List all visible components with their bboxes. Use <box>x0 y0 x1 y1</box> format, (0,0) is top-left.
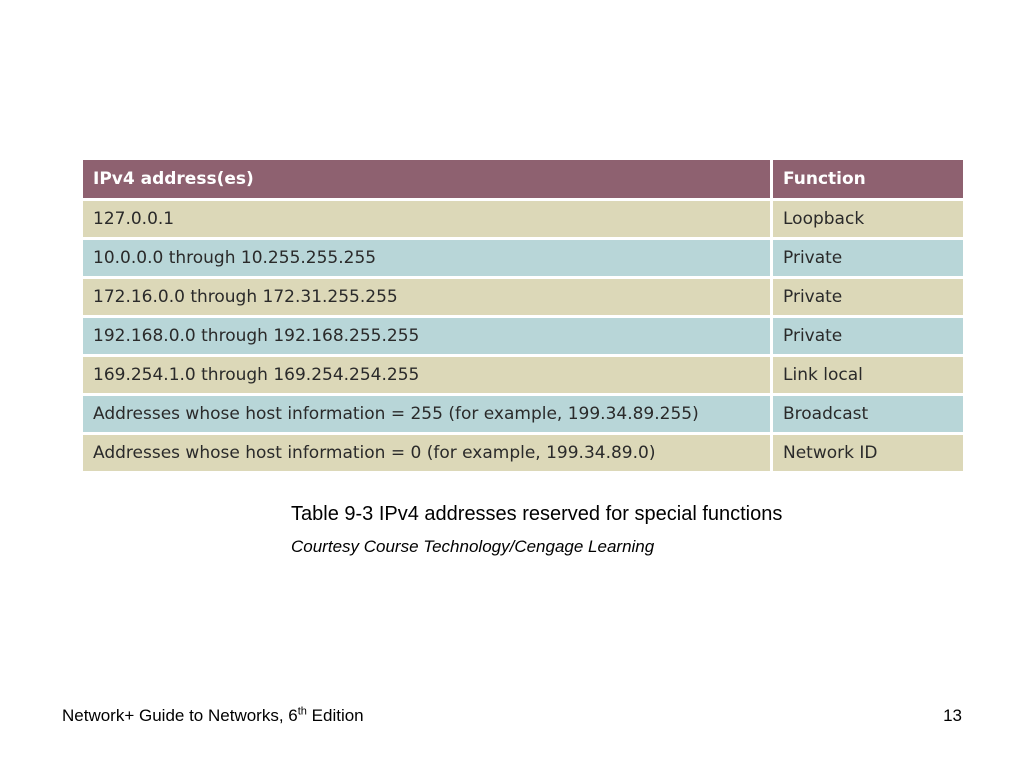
cell-function: Network ID <box>773 435 963 474</box>
page-number: 13 <box>943 706 962 725</box>
footer-title-superscript: th <box>297 705 307 718</box>
footer-title-suffix: Edition <box>306 706 364 725</box>
cell-function: Private <box>773 240 963 279</box>
cell-address: Addresses whose host information = 0 (for example, 199.34.89.0) <box>83 435 773 474</box>
cell-address: 172.16.0.0 through 172.31.255.255 <box>83 279 773 318</box>
cell-address: Addresses whose host information = 255 (for example, 199.34.89.255) <box>83 396 773 435</box>
cell-address: 169.254.1.0 through 169.254.254.255 <box>83 357 773 396</box>
ipv4-reserved-table <box>83 160 963 474</box>
footer-book-title <box>62 706 364 726</box>
table-row <box>83 279 963 318</box>
table-row <box>83 201 963 240</box>
table-row <box>83 396 963 435</box>
cell-function: Private <box>773 279 963 318</box>
cell-address: 10.0.0.0 through 10.255.255.255 <box>83 240 773 279</box>
header-address: IPv4 address(es) <box>83 160 773 201</box>
footer-title-text: Network+ Guide to Networks, 6 <box>62 706 298 725</box>
table-row <box>83 357 963 396</box>
table-row <box>83 240 963 279</box>
cell-function: Loopback <box>773 201 963 240</box>
table-row <box>83 435 963 474</box>
header-function: Function <box>773 160 963 201</box>
table-header-row <box>83 160 963 201</box>
cell-function: Broadcast <box>773 396 963 435</box>
cell-address: 127.0.0.1 <box>83 201 773 240</box>
table-credit: Courtesy Course Technology/Cengage Learning <box>291 537 655 556</box>
cell-function: Link local <box>773 357 963 396</box>
table-caption: Table 9-3 IPv4 addresses reserved for special functions <box>291 503 783 525</box>
cell-address: 192.168.0.0 through 192.168.255.255 <box>83 318 773 357</box>
cell-function: Private <box>773 318 963 357</box>
table-row <box>83 318 963 357</box>
